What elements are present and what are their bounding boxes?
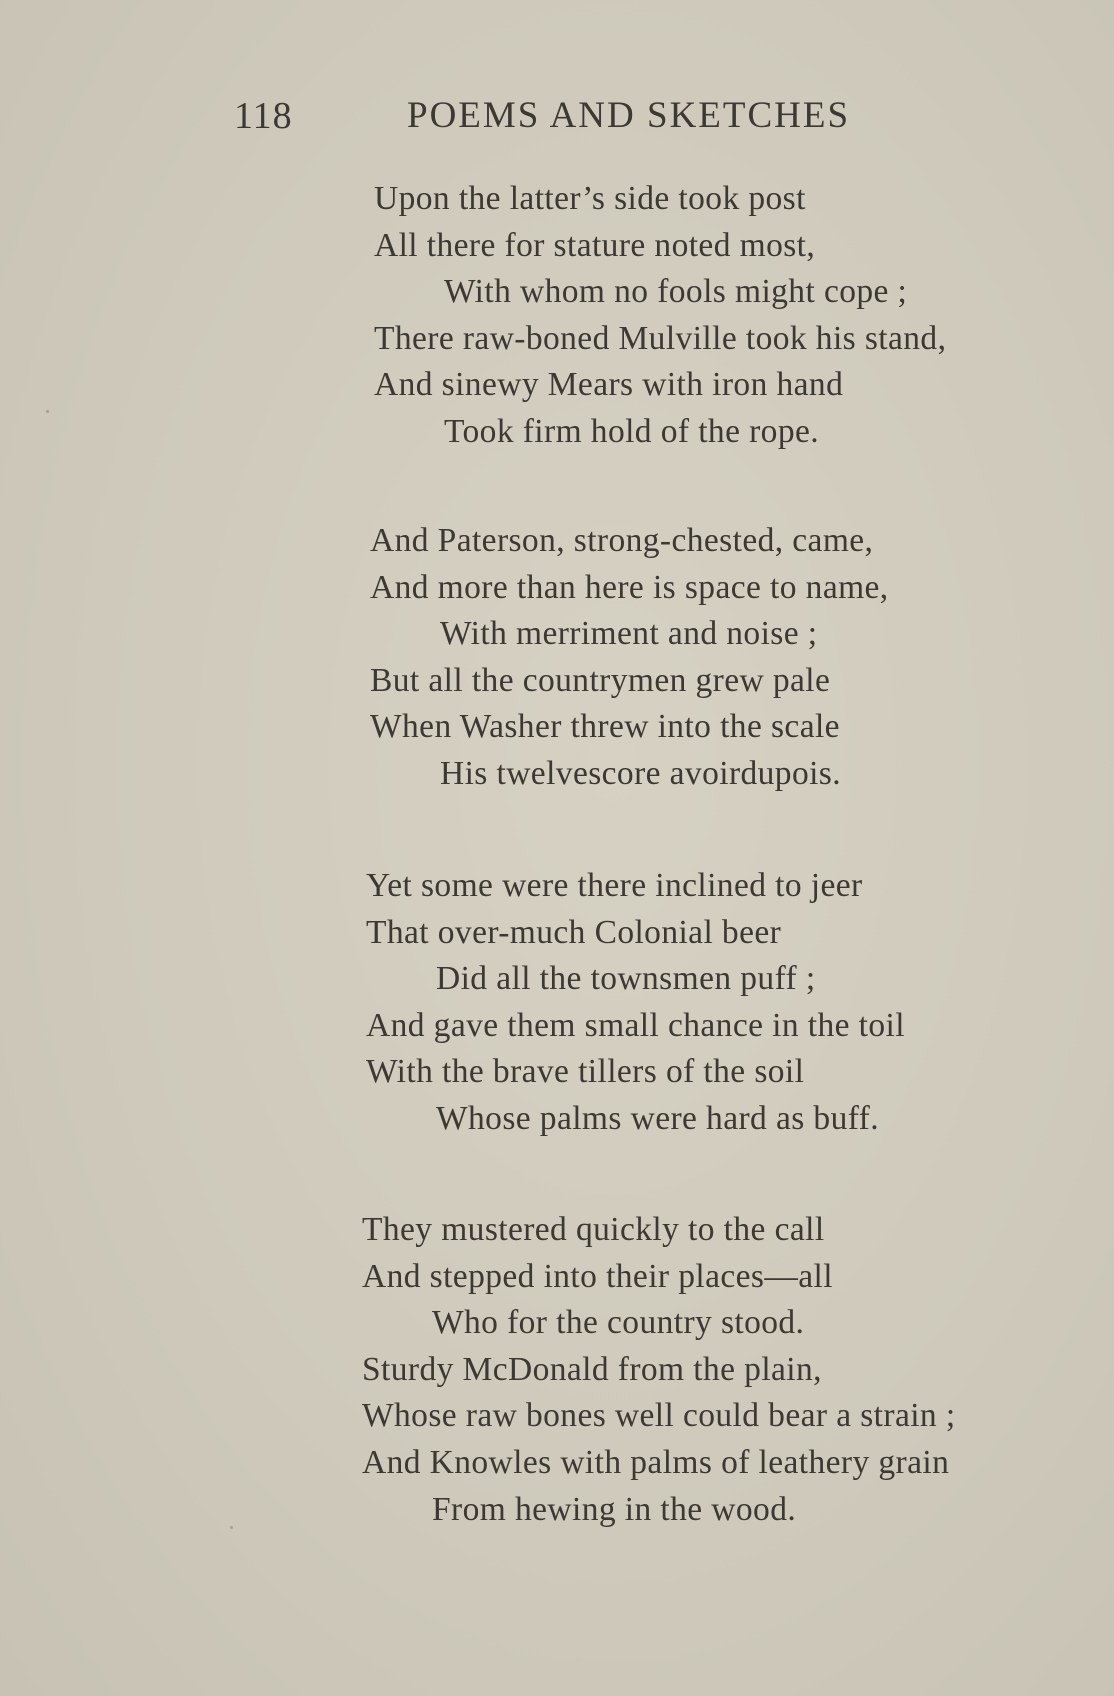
poem-line: With whom no fools might cope ; <box>444 273 908 311</box>
poem-line: All there for stature noted most, <box>374 226 816 264</box>
poem-line: And gave them small chance in the toil <box>366 1006 905 1044</box>
poem-line: And Knowles with palms of leathery grain <box>362 1443 950 1481</box>
page-number: 118 <box>234 95 293 137</box>
stanza-3 <box>366 863 905 1143</box>
poem-line: Whose palms were hard as buff. <box>436 1099 880 1137</box>
poem-line: And more than here is space to name, <box>370 568 889 606</box>
stanza-4 <box>362 1207 956 1533</box>
poem-line: With merriment and noise ; <box>440 615 818 653</box>
poem-line: Yet some were there inclined to jeer <box>366 867 863 904</box>
poem-line: They mustered quickly to the call <box>362 1211 825 1248</box>
paper-speck <box>46 410 49 413</box>
poem-line: But all the countrymen grew pale <box>370 661 831 699</box>
poem-line: His twelvescore avoirdupois. <box>440 754 842 792</box>
poem-line: And sinewy Mears with iron hand <box>374 366 844 404</box>
poem-line: When Washer threw into the scale <box>370 708 840 746</box>
poem-line: And stepped into their places—all <box>362 1257 833 1295</box>
poem-line: There raw-boned Mulville took his stand, <box>374 319 947 357</box>
poem-line: Did all the townsmen puff ; <box>436 960 816 998</box>
poem-line: Upon the latter’s side took post <box>374 180 806 217</box>
poem-line: Sturdy McDonald from the plain, <box>362 1350 822 1388</box>
poem-line: From hewing in the wood. <box>432 1490 797 1528</box>
poem-line: Took firm hold of the rope. <box>444 412 820 450</box>
poem-line: With the brave tillers of the soil <box>366 1053 805 1091</box>
poem-line: That over-much Colonial beer <box>366 913 782 951</box>
running-head-title: POEMS AND SKETCHES <box>407 95 851 136</box>
poem-line: And Paterson, strong-chested, came, <box>370 522 874 559</box>
stanza-1 <box>374 176 946 456</box>
poem-line: Whose raw bones well could bear a strain ; <box>362 1397 956 1435</box>
stanza-2 <box>370 518 889 798</box>
paper-speck <box>230 1526 233 1529</box>
poem-line: Who for the country stood. <box>432 1304 805 1342</box>
